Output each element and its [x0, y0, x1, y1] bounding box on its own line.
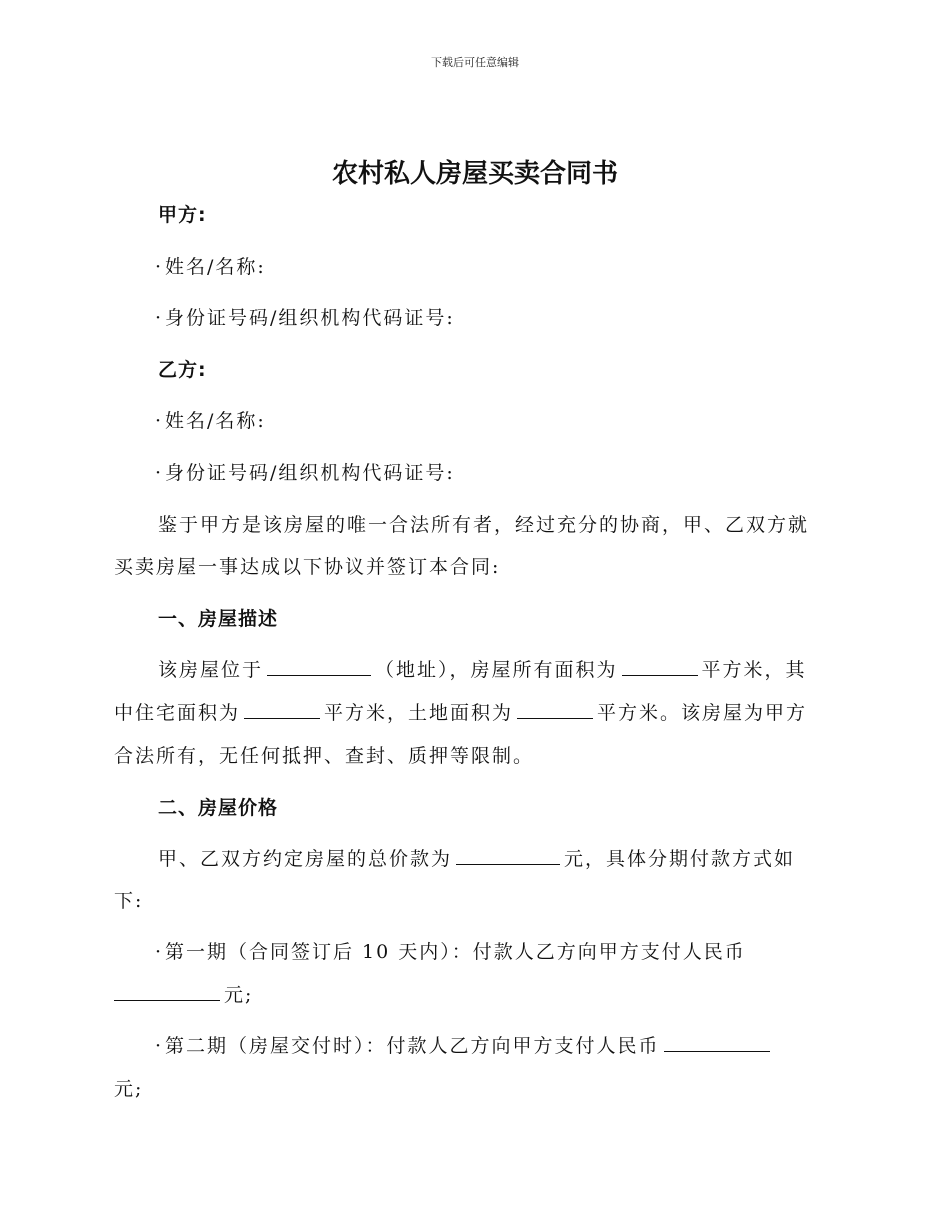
section-1-text: 该房屋位于 — [158, 659, 264, 681]
total-area-blank — [622, 674, 698, 676]
section-1-text: （地址），房屋所有面积为 — [375, 659, 618, 681]
bullet-icon: · — [155, 256, 164, 278]
section-1-text: 中住宅面积为 — [114, 702, 241, 724]
party-a-id-label: 身份证号码/组织机构代码证号: — [165, 307, 455, 329]
party-b-id-line — [155, 458, 455, 485]
party-b-id-label: 身份证号码/组织机构代码证号: — [165, 462, 455, 484]
installment-2-line — [155, 1031, 774, 1058]
document-title: 农村私人房屋买卖合同书 — [331, 159, 618, 189]
header-note: 下载后可任意编辑 — [431, 56, 519, 69]
bullet-icon: · — [155, 1035, 164, 1057]
section-2-text: 甲、乙双方约定房屋的总价款为 — [158, 848, 453, 870]
intro-line-2: 买卖房屋一事达成以下协议并签订本合同: — [114, 556, 501, 578]
bullet-icon: · — [155, 462, 164, 484]
address-blank — [267, 674, 371, 676]
party-a-name-label: 姓名/名称: — [165, 256, 266, 278]
section-1-line-1 — [158, 655, 807, 682]
installment-1-unit: 元; — [224, 984, 254, 1006]
party-a-name-line — [155, 252, 266, 279]
installment-2-text: 第二期（房屋交付时）：付款人乙方向甲方支付人民币 — [165, 1035, 660, 1057]
intro-line-1: 鉴于甲方是该房屋的唯一合法所有者，经过充分的协商，甲、乙双方就 — [158, 514, 810, 536]
land-area-blank — [517, 717, 593, 719]
installment-1-text: 第一期（合同签订后 10 天内）：付款人乙方向甲方支付人民币 — [165, 941, 746, 963]
party-a-id-line — [155, 303, 455, 330]
total-price-blank — [456, 863, 560, 865]
party-b-heading: 乙方: — [158, 359, 207, 381]
installment-1-amount-line — [110, 980, 253, 1007]
section-2-line-2: 下: — [114, 890, 144, 912]
section-1-text: 平方米。该房屋为甲方 — [597, 702, 808, 724]
section-2-text: 元，具体分期付款方式如 — [564, 848, 796, 870]
section-1-text: 平方米，其 — [701, 659, 807, 681]
installment-1-amount-blank — [114, 999, 220, 1001]
installment-1-line — [155, 937, 746, 964]
installment-2-amount-blank — [664, 1050, 770, 1052]
section-1-line-2 — [114, 698, 807, 725]
party-a-heading: 甲方: — [158, 204, 207, 226]
installment-2-unit-line: 元; — [114, 1078, 144, 1100]
bullet-icon: · — [155, 410, 164, 432]
bullet-icon: · — [155, 941, 164, 963]
section-1-heading: 一、房屋描述 — [158, 608, 279, 630]
section-2-line-1 — [158, 844, 795, 871]
section-2-heading: 二、房屋价格 — [158, 797, 279, 819]
residential-area-blank — [244, 717, 320, 719]
party-b-name-line — [155, 406, 266, 433]
bullet-icon: · — [155, 307, 164, 329]
party-b-name-label: 姓名/名称: — [165, 410, 266, 432]
section-1-text: 平方米，土地面积为 — [324, 702, 514, 724]
section-1-line-3: 合法所有，无任何抵押、查封、质押等限制。 — [114, 745, 535, 767]
